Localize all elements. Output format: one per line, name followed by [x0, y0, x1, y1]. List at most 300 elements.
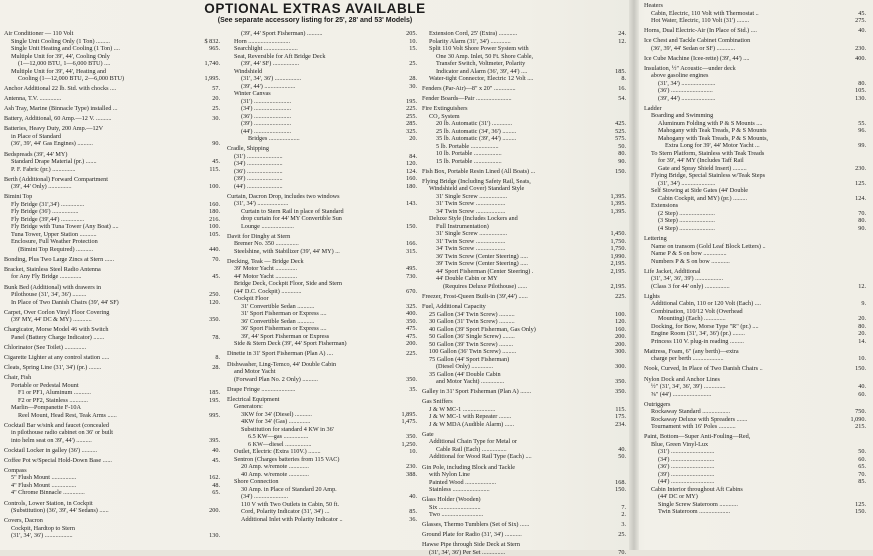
item-price: 670. — [406, 287, 417, 295]
price-row — [644, 408, 866, 416]
item-description: (2 Step) ....................... — [658, 209, 715, 217]
price-row — [644, 65, 866, 73]
item-description: (Requires Deluxe Pilothouse) ...... — [443, 282, 528, 290]
item-description: Additional Cabin, 110 or 120 Volt (Each) .... — [651, 300, 761, 308]
item-description: (31', 34', 36') ................. — [241, 75, 302, 82]
item-description: (34') ....................... — [234, 160, 283, 168]
item-description: 3KW for 34' (Diesel) ........... — [241, 410, 312, 418]
item-description: Bracket, Stainless Steel Radio Antenna — [4, 265, 101, 273]
item-description: Boarding and Swimming — [651, 112, 714, 120]
price-row — [227, 258, 417, 266]
price-row — [644, 383, 866, 391]
price-row — [227, 175, 417, 183]
item-description: Stainless ........................ — [429, 486, 490, 494]
price-row — [422, 511, 626, 519]
price-row — [4, 500, 220, 508]
price-row — [422, 431, 626, 439]
price-row — [4, 85, 220, 93]
price-row — [644, 433, 866, 441]
price-row — [4, 231, 220, 239]
item-description: Lettering — [644, 235, 667, 243]
item-description: 110 V with Two Outlets in Cabin, 50 ft. — [241, 500, 339, 508]
item-description: Extra Long for 39', 44' Motor Yacht ... — [665, 142, 760, 150]
price-row — [422, 38, 626, 46]
price-row — [227, 273, 417, 281]
price-row — [4, 176, 220, 184]
item-description: 4KW for 34' (Gas) .............. — [241, 418, 311, 426]
item-price: 325. — [406, 127, 417, 135]
item-description: Fly Bridge (39',44') ............... — [11, 215, 85, 223]
item-description: CO₂ System — [429, 112, 460, 120]
item-description: Life Jacket, Additional — [644, 267, 701, 275]
price-row — [227, 441, 417, 449]
item-description: Chargicator, Morse Model 46 with Switch — [4, 326, 109, 334]
price-row — [227, 350, 417, 358]
price-row — [227, 403, 417, 411]
item-price: 730. — [406, 272, 417, 280]
item-price: 28. — [212, 364, 220, 371]
item-description: Battery, Additional, 60 Amp.—12 V. .......... — [4, 115, 112, 123]
price-row — [4, 125, 220, 133]
item-price: 965. — [209, 45, 220, 52]
price-row — [422, 95, 626, 103]
price-row — [644, 308, 866, 316]
item-description: Cord, Polarity Indicator (31', 34') ... — [241, 508, 330, 516]
item-description: Nook, Curved, In Place of Two Danish Chairs .. — [644, 365, 763, 373]
price-row — [422, 45, 626, 53]
price-row — [227, 145, 417, 153]
price-row — [422, 53, 626, 61]
item-description: Coffee Pot w/Special Hold-Down Base ...... — [4, 456, 112, 464]
item-description: Single Screw Stateroom ............ — [658, 500, 738, 508]
price-row — [227, 30, 417, 38]
item-price: 120. — [406, 160, 417, 168]
item-description: 50 Gallon (39' Twin Screw) ......... — [429, 340, 514, 348]
price-row — [422, 471, 626, 479]
item-price: 1,450. — [610, 230, 626, 238]
item-price: 115. — [209, 165, 220, 173]
item-description: Transfer Switch, Voltmeter, Polarity — [436, 60, 526, 67]
item-price: 20. — [409, 135, 417, 142]
item-description: ⅝" (44') ......................... — [651, 390, 712, 398]
item-price: 1,990. — [610, 252, 626, 260]
item-description: Fly Bridge (31',34') ............... — [11, 200, 85, 208]
item-description: (39') ....................... — [234, 175, 283, 183]
price-row — [4, 299, 220, 307]
item-description: F1 or PF1, Aluminum ........... — [18, 389, 91, 397]
item-description: Aluminum Folding with P & S Mounts .... — [658, 119, 763, 127]
item-price: 65. — [212, 489, 220, 497]
item-description: (31') ............................ — [658, 448, 715, 456]
price-row — [4, 397, 220, 405]
price-column-1 — [4, 30, 220, 540]
item-description: (31') ....................... — [234, 152, 283, 160]
price-row — [644, 217, 866, 225]
item-price: 350. — [615, 388, 626, 396]
item-description: into helm seat on 39', 44') .......... — [11, 436, 92, 444]
item-description: Curtain to Stern Rail in place of Standard — [241, 207, 344, 215]
price-row — [422, 128, 626, 136]
page-gutter — [629, 0, 639, 550]
price-row — [4, 447, 220, 455]
price-row — [227, 411, 417, 419]
price-row — [4, 507, 220, 515]
item-description: 15 lb. Portable .................. — [436, 157, 502, 165]
price-column-3 — [422, 30, 626, 556]
price-row — [227, 160, 417, 168]
item-price: 40. — [212, 446, 220, 454]
item-description: 50 Gallon (36' Single Screw) ........ — [429, 333, 515, 341]
item-description: Blue, Green Vinyl-Lux — [651, 440, 709, 448]
price-row — [227, 340, 417, 348]
item-price: 1,995. — [204, 75, 220, 82]
item-price: 475. — [406, 332, 417, 340]
item-price: 185. — [209, 389, 220, 397]
price-row — [227, 310, 417, 318]
item-price: 315. — [406, 247, 417, 255]
item-description: above gasoline engines — [651, 72, 709, 80]
item-price: 130. — [209, 532, 220, 540]
price-row — [4, 429, 220, 437]
item-price: 230. — [855, 164, 866, 172]
item-price: 1,475. — [401, 418, 417, 426]
item-description: Ladder — [644, 104, 662, 112]
price-row — [644, 376, 866, 384]
price-row — [644, 441, 866, 449]
item-price: 120. — [209, 298, 220, 306]
item-description: Cooling (1—12,000 BTU, 2—6,000 BTU) — [18, 75, 125, 82]
item-description: (3 Step) ....................... — [658, 217, 715, 225]
item-description: Numbers P & S on bow ............ — [651, 257, 730, 265]
item-description: and Motor Yacht) ............... — [436, 378, 505, 386]
item-price: 125. — [855, 500, 866, 508]
item-description: Air Conditioner — 110 Volt — [4, 30, 74, 37]
price-row — [644, 45, 866, 53]
item-description: Gate — [422, 430, 434, 438]
price-row — [644, 355, 866, 363]
price-row — [4, 183, 220, 191]
item-description: 75 Gallon (44' Sport Fisherman) — [429, 355, 510, 363]
price-row — [422, 504, 626, 512]
item-price: 50. — [858, 448, 866, 456]
item-price: 325. — [406, 302, 417, 310]
item-description: 39' Twin Screw (Center Steering) ..... — [436, 260, 528, 268]
item-description: (39') ........................ — [241, 120, 292, 127]
price-row — [227, 53, 417, 61]
item-description: 40 Amp. w/remote ............. — [241, 470, 309, 478]
item-description: Substitution for standard 4 KW in 36' — [241, 425, 334, 433]
item-description: J & W MC-1 with Repeater ........ — [429, 413, 512, 421]
item-description: Cocktail Locker in galley (36') .......... — [4, 446, 98, 454]
item-description: (31', 34', 36', 39') .................. — [651, 275, 724, 283]
item-price: 185. — [615, 67, 626, 75]
item-price: 45. — [858, 9, 866, 17]
item-description: Horns, Dual Electric-Air (In Place of Std.) .... — [644, 27, 757, 35]
item-price: 2,195. — [610, 282, 626, 290]
item-price: 40. — [858, 27, 866, 35]
item-description: Flying Bridge, Special Stainless w/Teak Steps — [651, 172, 766, 180]
item-description: Cockpit Floor — [234, 295, 269, 303]
price-row — [644, 293, 866, 301]
item-description: Sentron (Charges batteries from 115 VAC) — [234, 455, 340, 463]
item-price: 55. — [858, 119, 866, 127]
price-row — [227, 248, 417, 256]
item-description: in Place of Standard — [11, 132, 62, 140]
item-description: (31') ........................ — [241, 97, 292, 105]
item-description: (44') ....................... — [234, 182, 283, 190]
item-description: Compass — [4, 466, 27, 474]
item-description: 44' Motor Yacht .............. — [234, 272, 297, 280]
item-description: (Forward Plan No. 2 Only) .......... — [234, 375, 318, 383]
item-description: Side & Stern Deck (39', 44' Sport Fisherman) — [234, 340, 347, 348]
price-row — [422, 398, 626, 406]
item-description: Rockaway Standard .................. — [651, 408, 731, 416]
item-description: Cabin Cockpit, and MY) (pr.) ......... — [658, 194, 748, 202]
item-description: (31', 34') .................... — [234, 200, 289, 208]
item-description: (36') ....................... — [234, 167, 283, 175]
item-price: 205. — [406, 30, 417, 37]
item-price: 200. — [615, 340, 626, 348]
item-price: 225. — [615, 293, 626, 301]
item-description: Fenders (Par-Air)—8" x 20" .............. — [422, 85, 516, 93]
price-row — [644, 187, 866, 195]
item-price: 1,395. — [610, 200, 626, 208]
item-description: (39', 44' Only) ............... — [11, 183, 72, 191]
item-price: 40. — [409, 493, 417, 501]
item-description: Marlin—Pompanette F-10A — [11, 404, 81, 412]
item-description: 39', 44' Sport Fisherman or Express — [241, 332, 330, 340]
item-description: Hot Water, Electric, 110 Volt (31') ........ — [651, 17, 750, 24]
item-price: 105. — [855, 87, 866, 95]
item-price: 750. — [855, 408, 866, 416]
price-row — [644, 210, 866, 218]
item-description: (4 Step) ....................... — [658, 224, 715, 232]
price-row — [227, 75, 417, 83]
price-row — [644, 95, 866, 103]
price-row — [422, 371, 626, 379]
price-row — [227, 418, 417, 426]
price-row — [644, 471, 866, 479]
item-description: (34') ........................ — [241, 105, 292, 112]
item-price: 8. — [215, 353, 220, 361]
price-row — [4, 382, 220, 390]
price-row — [227, 128, 417, 136]
price-row — [4, 437, 220, 445]
item-description: 31' Twin Screw ................... — [436, 237, 506, 245]
item-description: Cleats, Spring Line (31', 34') (pr.) ........ — [4, 364, 102, 371]
item-price: 45. — [212, 158, 220, 166]
price-row — [422, 223, 626, 231]
item-price: 80. — [618, 150, 626, 158]
price-row — [422, 168, 626, 176]
item-price: 425. — [615, 120, 626, 128]
price-row — [4, 374, 220, 382]
item-description: Enclosure, Full Weather Protection — [11, 238, 98, 246]
price-row — [644, 72, 866, 80]
item-description: Bedspreads (39', 44' MY) — [4, 150, 68, 158]
price-row — [422, 60, 626, 68]
price-row — [422, 268, 626, 276]
item-price: 60. — [858, 390, 866, 398]
item-price: 160. — [615, 325, 626, 333]
price-row — [227, 240, 417, 248]
item-description: Winter Canvas — [234, 90, 271, 97]
price-row — [644, 315, 866, 323]
item-description: (39') ............................ — [658, 470, 715, 478]
item-description: Gas Sniffers — [422, 398, 453, 406]
item-description: Drape Fringe ...................... — [227, 385, 296, 393]
item-price: 25. — [618, 531, 626, 539]
item-price: 400. — [855, 54, 866, 62]
price-row — [227, 153, 417, 161]
item-description: Multiple Unit for 39', 44', Cooling Only — [11, 52, 110, 60]
price-row — [644, 493, 866, 501]
price-row — [644, 10, 866, 18]
price-row — [644, 323, 866, 331]
price-row — [644, 348, 866, 356]
price-row — [227, 486, 417, 494]
price-row — [227, 396, 417, 404]
price-row — [422, 230, 626, 238]
price-row — [422, 245, 626, 253]
item-price: 175. — [615, 413, 626, 421]
item-description: 5 lb. Portable .................. — [436, 142, 499, 150]
price-row — [227, 68, 417, 76]
item-price: 1,750. — [610, 245, 626, 253]
item-price: 125. — [855, 179, 866, 187]
price-row — [422, 215, 626, 223]
item-description: Dishwasher, Ling-Temco, 44' Double Cabin — [227, 360, 337, 368]
price-row — [4, 208, 220, 216]
item-price: 25. — [409, 60, 417, 67]
price-row — [422, 348, 626, 356]
price-row — [4, 256, 220, 264]
price-row — [422, 75, 626, 83]
item-description: Bimini Top — [4, 193, 33, 201]
item-price: 40. — [618, 445, 626, 453]
item-description: Rockaway Deluxe with Spreaders ....... — [651, 415, 748, 423]
item-description: Twin Stateroom .................... — [658, 508, 731, 516]
item-description: F2 or PF2, Stainless ............ — [18, 396, 88, 404]
item-price: 14. — [858, 337, 866, 345]
price-row — [4, 284, 220, 292]
price-row — [4, 489, 220, 497]
price-row — [422, 143, 626, 151]
price-row — [422, 303, 626, 311]
price-row — [422, 113, 626, 121]
price-row — [644, 80, 866, 88]
item-description: (Bimini Top Required) ........... — [18, 245, 94, 253]
item-description: Horn ........................... — [234, 37, 291, 45]
item-description: Standard Drape Material (pr.) ....... — [11, 158, 97, 166]
price-row — [4, 45, 220, 53]
item-description: Outriggers — [644, 400, 671, 408]
item-description: Windshield and Cover) Standard Style — [429, 185, 525, 193]
item-description: Portable or Pedestal Mount — [11, 381, 79, 389]
price-row — [4, 364, 220, 372]
item-description: Docking, for Bow, Morse Type "R" (pr.) .... — [651, 322, 759, 330]
item-price: 99. — [858, 142, 866, 150]
price-row — [422, 446, 626, 454]
price-row — [422, 68, 626, 76]
item-description: In Place of Two Danish Chairs (39', 44' SF) — [11, 298, 119, 306]
item-description: Fuel, Additional Capacity — [422, 303, 486, 311]
item-price: 12. — [858, 282, 866, 290]
price-row — [227, 318, 417, 326]
item-description: 25 Gallon (34' Twin Screw) .......... — [429, 310, 515, 318]
price-row — [4, 457, 220, 465]
item-price: 7. — [621, 503, 626, 511]
price-row — [227, 493, 417, 501]
price-row — [644, 463, 866, 471]
item-price: 160. — [406, 175, 417, 183]
price-row — [227, 426, 417, 434]
item-description: Dinette in 31' Sport Fisherman (Plan A) .... — [227, 350, 334, 358]
item-price: 50. — [618, 142, 626, 150]
item-price: 195. — [209, 396, 220, 404]
price-row — [227, 183, 417, 191]
item-price: 250. — [209, 291, 220, 299]
price-row — [644, 275, 866, 283]
item-description: (39', 44') .................... — [241, 82, 296, 90]
item-description: Gate and Spray Shield Insert) ......... — [658, 164, 747, 172]
item-description: (39', 44' Sport Fisherman) .......... — [241, 30, 323, 37]
item-price: 90. — [618, 157, 626, 165]
item-price: 85. — [409, 508, 417, 516]
item-price: 70. — [618, 548, 626, 556]
item-description: Shore Connection — [234, 478, 279, 486]
price-row — [422, 260, 626, 268]
item-price: 124. — [406, 167, 417, 175]
price-row — [4, 266, 220, 274]
price-row — [644, 142, 866, 150]
item-price: 100. — [209, 223, 220, 231]
item-price: 10. — [409, 37, 417, 45]
price-row — [227, 303, 417, 311]
item-price: 200. — [406, 340, 417, 348]
price-row — [227, 516, 417, 524]
price-row — [422, 326, 626, 334]
item-description: Water-tight Connector, Electric 12 Volt .... — [429, 75, 534, 82]
price-row — [227, 265, 417, 273]
price-row — [4, 193, 220, 201]
item-description: Paint, Bottom—Super Anti-Fouling—Red, — [644, 433, 751, 441]
price-row — [422, 208, 626, 216]
price-row — [227, 200, 417, 208]
price-row — [644, 172, 866, 180]
item-description: Fly Bridge with Tuna Tower (Any Boat) .... — [11, 223, 119, 231]
price-row — [644, 338, 866, 346]
price-row — [4, 273, 220, 281]
price-row — [4, 474, 220, 482]
item-description: Antenna, T.V. .............. — [4, 95, 62, 103]
item-description: Insulation, ½" Acoustic—under deck — [644, 64, 736, 72]
price-row — [4, 53, 220, 61]
item-price: 400. — [406, 310, 417, 318]
item-description: Cigarette Lighter at any control station ..... — [4, 353, 110, 361]
price-row — [227, 90, 417, 98]
item-price: 285. — [406, 120, 417, 127]
item-description: (31', 34', 36') .................. — [11, 532, 73, 540]
price-row — [4, 354, 220, 362]
price-row — [644, 401, 866, 409]
item-description: (44' D.C. Cockpit) ............. — [234, 287, 302, 295]
price-row — [644, 135, 866, 143]
price-row — [227, 60, 417, 68]
price-row — [4, 223, 220, 231]
item-price: 143. — [406, 200, 417, 208]
item-description: Additional for Wood Rail Type (Each) .... — [429, 453, 532, 461]
